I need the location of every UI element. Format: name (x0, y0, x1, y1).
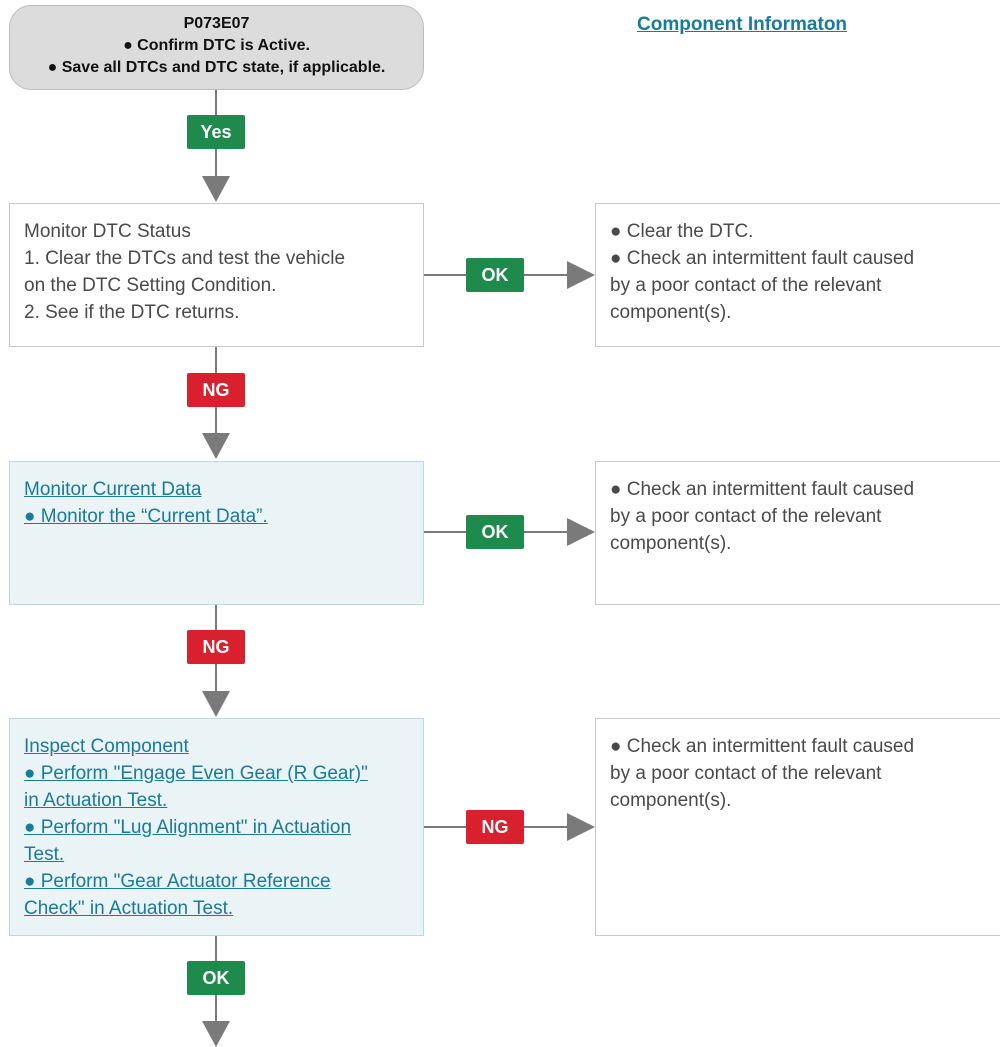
ng-badge: NG (466, 810, 524, 844)
result-line: by a poor contact of the relevant (610, 763, 882, 784)
result-line: ● Clear the DTC. (610, 221, 754, 242)
start-line-2: ● Save all DTCs and DTC state, if applicable. (47, 59, 386, 76)
arrow-down-icon (202, 433, 230, 459)
result-line: ● Check an intermittent fault caused (610, 248, 915, 269)
arrow-right-icon (567, 813, 595, 841)
result-box (595, 203, 1000, 347)
ok-badge: OK (187, 961, 245, 995)
step-inspect-component[interactable] (9, 718, 424, 936)
arrow-down-icon (202, 176, 230, 202)
result-line: by a poor contact of the relevant (610, 506, 882, 527)
step-title-link[interactable]: Inspect Component (24, 736, 189, 757)
step-link[interactable]: Check" in Actuation Test. (24, 898, 234, 919)
result-box (595, 718, 1000, 936)
result-line: ● Check an intermittent fault caused (610, 736, 915, 757)
step-line: on the DTC Setting Condition. (24, 275, 277, 296)
start-line-1: ● Confirm DTC is Active. (123, 37, 310, 54)
step-link[interactable]: in Actuation Test. (24, 790, 168, 811)
ng-badge: NG (187, 373, 245, 407)
step-title: Monitor DTC Status (24, 221, 191, 242)
result-line: component(s). (610, 533, 732, 554)
result-line: component(s). (610, 302, 732, 323)
step-link[interactable]: Test. (24, 844, 65, 865)
dtc-code: P073E07 (183, 15, 250, 32)
result-line: by a poor contact of the relevant (610, 275, 882, 296)
step-link[interactable]: ● Perform "Engage Even Gear (R Gear)" (24, 763, 368, 784)
ok-badge: OK (466, 258, 524, 292)
ok-badge: OK (466, 515, 524, 549)
step-monitor-current-data[interactable] (9, 461, 424, 605)
step-monitor-dtc-status (9, 203, 424, 347)
start-terminal (9, 5, 424, 90)
step-link[interactable]: ● Perform "Lug Alignment" in Actuation (24, 817, 352, 838)
step-line: 2. See if the DTC returns. (24, 302, 240, 323)
arrow-down-icon (202, 1021, 230, 1047)
arrow-down-icon (202, 691, 230, 717)
step-link[interactable]: ● Monitor the “Current Data”. (24, 506, 268, 527)
step-title-link[interactable]: Monitor Current Data (24, 479, 202, 500)
ng-badge: NG (187, 630, 245, 664)
result-line: component(s). (610, 790, 732, 811)
component-information-link[interactable]: Component Informaton (637, 14, 848, 35)
step-link[interactable]: ● Perform "Gear Actuator Reference (24, 871, 331, 892)
result-line: ● Check an intermittent fault caused (610, 479, 915, 500)
yes-badge: Yes (187, 115, 245, 149)
arrow-right-icon (567, 518, 595, 546)
step-line: 1. Clear the DTCs and test the vehicle (24, 248, 346, 269)
arrow-right-icon (567, 261, 595, 289)
result-box (595, 461, 1000, 605)
